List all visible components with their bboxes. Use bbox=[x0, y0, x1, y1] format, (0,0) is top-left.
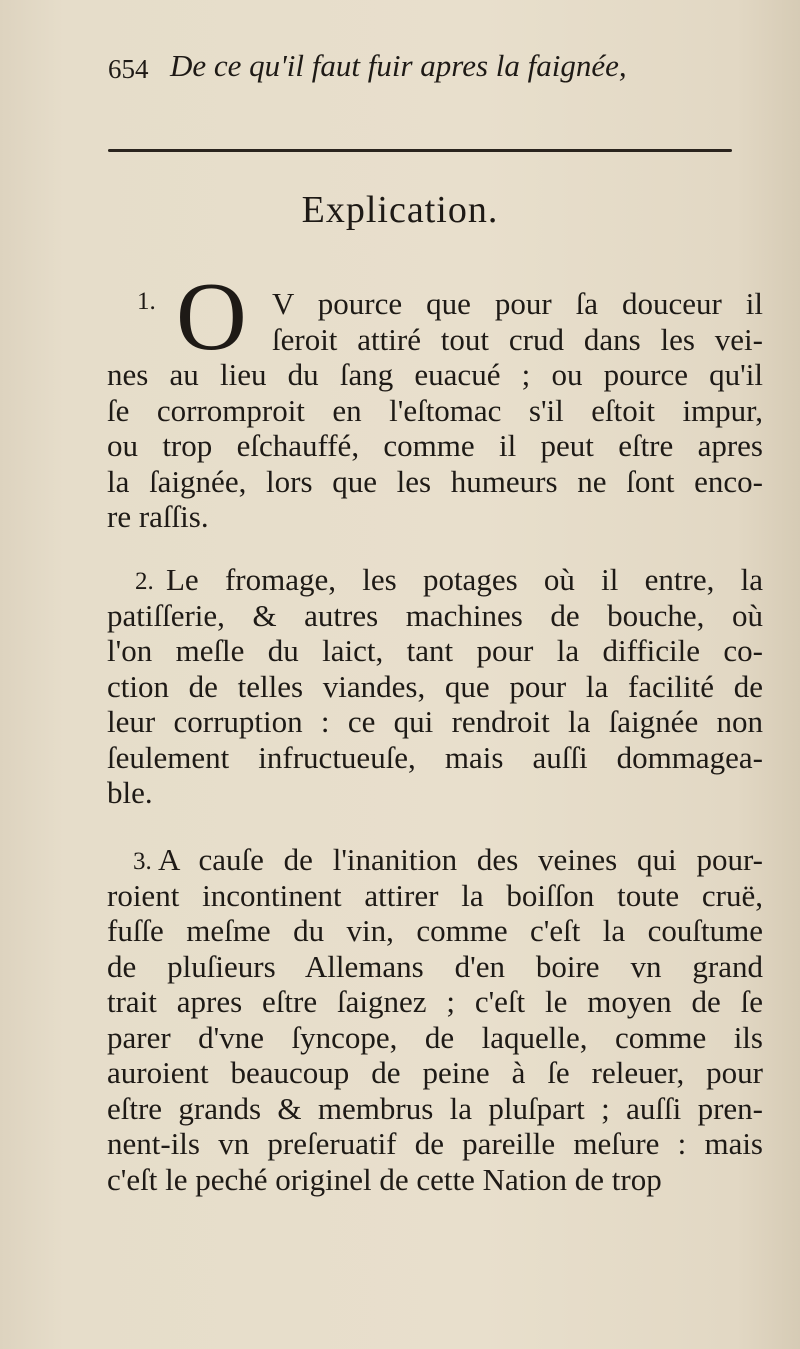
text-line: ble. bbox=[107, 775, 153, 810]
text-line: la ſaignée, lors que les humeurs ne ſont enco- bbox=[107, 463, 763, 499]
text-line: eſtre grands & membrus la pluſpart ; auſſi pren- bbox=[107, 1090, 763, 1126]
text-line: auroient beaucoup de peine à ſe releuer, pour bbox=[107, 1055, 763, 1090]
header-rule bbox=[108, 149, 732, 152]
text-line: ſeulement infructueuſe, mais auſſi dommagea- bbox=[107, 739, 763, 775]
text-line: leur corruption : ce qui rendroit la ſaignée non bbox=[107, 704, 763, 739]
section-title: Explication. bbox=[301, 189, 499, 231]
paragraph-number: 1. bbox=[137, 288, 156, 315]
text-line: ou trop eſchauffé, comme il peut eſtre apres bbox=[107, 428, 763, 463]
text-line: de pluſieurs Allemans d'en boire vn grand bbox=[107, 948, 763, 984]
text-line: nent-ils vn preſeruatif de pareille meſure : mais bbox=[107, 1126, 763, 1161]
text-line: re raſſis. bbox=[107, 499, 209, 534]
paragraph-number: 3. bbox=[133, 848, 152, 875]
text-line: Le fromage, les potages où il entre, la bbox=[166, 562, 763, 597]
text-line: c'eſt le peché originel de cette Nation de trop bbox=[107, 1161, 662, 1197]
text-line: trait apres eſtre ſaignez ; c'eſt le moyen de ſe bbox=[107, 984, 763, 1019]
text-line: ſeroit attiré tout crud dans les vei- bbox=[272, 321, 763, 357]
running-title: De ce qu'il faut fuir apres la faignée, bbox=[170, 48, 627, 83]
page-header bbox=[108, 48, 748, 92]
text-line: parer d'vne ſyncope, de laquelle, comme ils bbox=[107, 1019, 763, 1055]
text-line: V pource que pour ſa douceur il bbox=[272, 286, 763, 321]
text-line: A cauſe de l'inanition des veines qui pour- bbox=[158, 842, 763, 877]
text-line: ſe corromproit en l'eſtomac s'il eſtoit impur, bbox=[107, 392, 763, 428]
text-line: patiſſerie, & autres machines de bouche, où bbox=[107, 597, 763, 633]
text-line: roient incontinent attirer la boiſſon toute cruë, bbox=[107, 877, 763, 913]
text-line: l'on meſle du laict, tant pour la difficile co- bbox=[107, 633, 763, 668]
text-line: nes au lieu du ſang euacué ; ou pource qu'il bbox=[107, 357, 763, 392]
text-line: fuſſe meſme du vin, comme c'eſt la couſtume bbox=[107, 913, 763, 948]
text-line: ction de telles viandes, que pour la facilité de bbox=[107, 668, 763, 704]
drop-cap: O bbox=[176, 263, 247, 371]
page-number: 654 bbox=[108, 54, 149, 84]
paragraph-number: 2. bbox=[135, 568, 154, 595]
